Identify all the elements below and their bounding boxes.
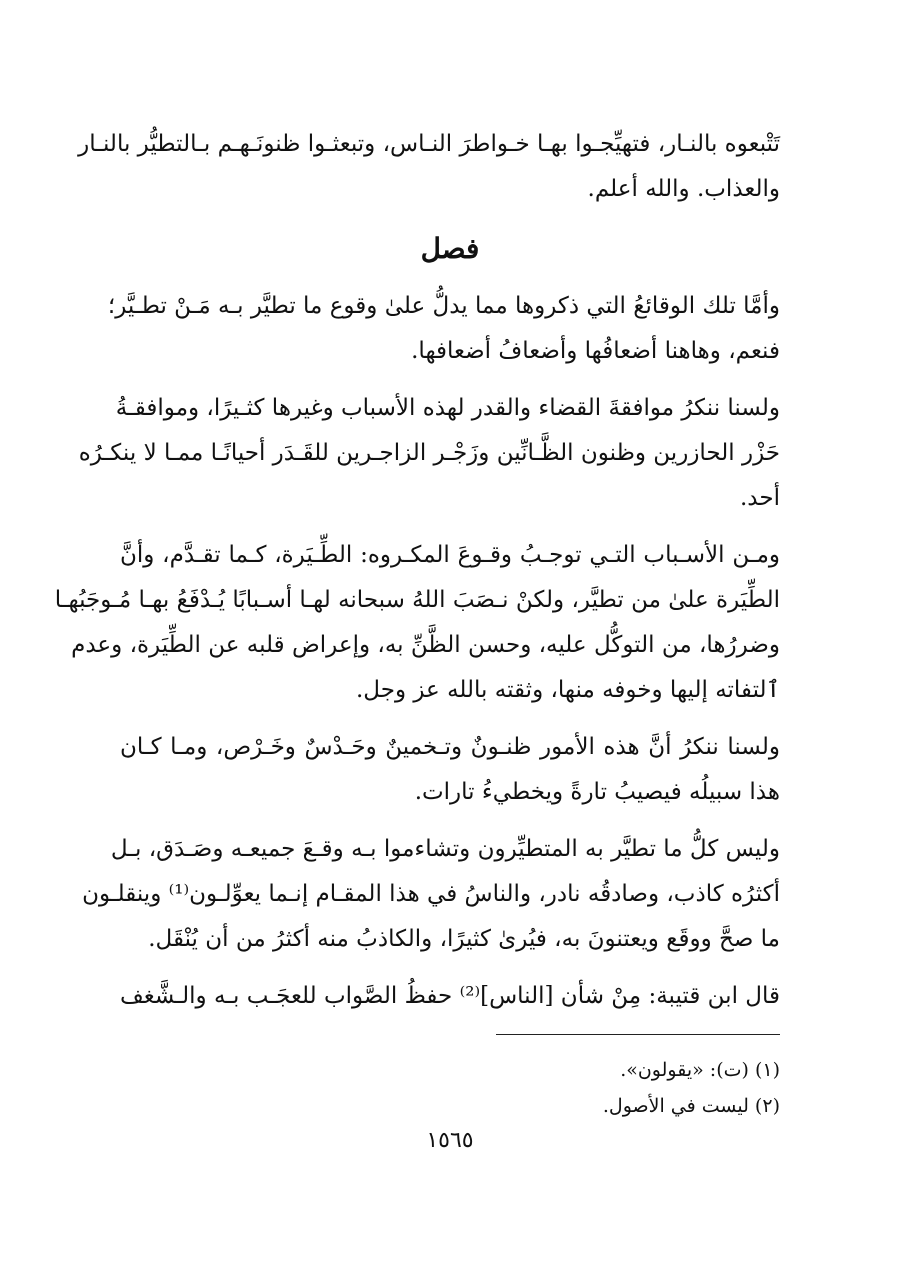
page-body <box>54 122 780 1031</box>
footnote-divider <box>496 1034 780 1035</box>
paragraph <box>120 974 780 1019</box>
text-line: أحد. <box>740 485 780 511</box>
paragraph <box>78 386 780 521</box>
text-line: ٱلتفاته إليها وخوفه منها، وثقته بالله عز وجل. <box>356 677 780 703</box>
text-line: هذا سبيلُه فيصيبُ تارةً ويخطيءُ تارات. <box>414 779 780 805</box>
text-line: والعذاب. والله أعلم. <box>587 176 780 202</box>
text-line: ولسنا ننكرُ موافقةَ القضاء والقدر لهذه الأسباب وغيرها كثـيرًا، وموافقـةُ <box>115 395 780 421</box>
text-line: ومـن الأسـباب التـي توجـبُ وقـوعَ المكـروه: الطِّـيَرة، كـما تقـدَّم، وأنَّ <box>120 542 780 568</box>
paragraph <box>107 284 780 374</box>
text-line: الطِّيَرة علىٰ من تطيَّر، ولكنْ نـصَبَ اللهُ سبحانه لهـا أسـبابًا يُـدْفَعُ بهـا مُـوجَبُهـا <box>54 587 780 613</box>
page-number: ١٥٦٥ <box>426 1128 474 1153</box>
section-heading: فصل <box>420 232 480 265</box>
paragraph <box>82 827 780 962</box>
footnotes <box>120 1052 780 1124</box>
text-line: أكثرُه كاذب، وصادقُه نادر، والناسُ في هذا المقـام إنـما يعوِّلـون⁽¹⁾ وينقلـون <box>82 881 780 907</box>
text-line: وليس كلُّ ما تطيَّر به المتطيِّرون وتشاءموا بـه وقـعَ جميعـه وصَـدَق، بـل <box>110 836 780 862</box>
footnote-item: (١) (ت): «يقولون». <box>620 1059 780 1081</box>
text-line: ما صحَّ ووقَع ويعتنونَ به، فيُرىٰ كثيرًا، والكاذبُ منه أكثرُ من أن يُنْقَل. <box>148 926 780 952</box>
intro-paragraph <box>78 122 780 212</box>
text-line: قال ابن قتيبة: مِنْ شأن [الناس]⁽²⁾ حفظُ الصَّواب للعجَـب بـه والـشَّغف <box>120 983 780 1009</box>
text-line: حَزْر الحازرين وظنون الظَّـانِّين وزَجْـر الزاجـرين للقَـدَر أحيانًـا ممـا لا ينكـرُه <box>78 440 780 466</box>
paragraph <box>54 533 780 713</box>
text-line: فنعم، وهاهنا أضعافُها وأضعافُ أضعافها. <box>411 338 780 364</box>
footnote-item: (٢) ليست في الأصول. <box>602 1095 780 1117</box>
text-line: وأمَّا تلك الوقائعُ التي ذكروها مما يدلُّ علىٰ وقوع ما تطيَّر بـه مَـنْ تطـيَّر؛ <box>107 293 780 319</box>
text-line: وضررُها، من التوكُّل عليه، وحسن الظَّنِّ به، وإعراض قلبه عن الطِّيَرة، وعدم <box>71 632 780 658</box>
text-line: ولسنا ننكرُ أنَّ هذه الأمور ظنـونٌ وتـخمينٌ وحَـدْسٌ وخَـرْص، ومـا كـان <box>120 734 780 760</box>
text-line: تَتْبعوه بالنـار، فتهيِّجـوا بهـا خـواطرَ النـاس، وتبعثـوا ظنونَـهـم بـالتطيُّر بالنـار <box>78 131 780 157</box>
paragraph <box>120 725 780 815</box>
